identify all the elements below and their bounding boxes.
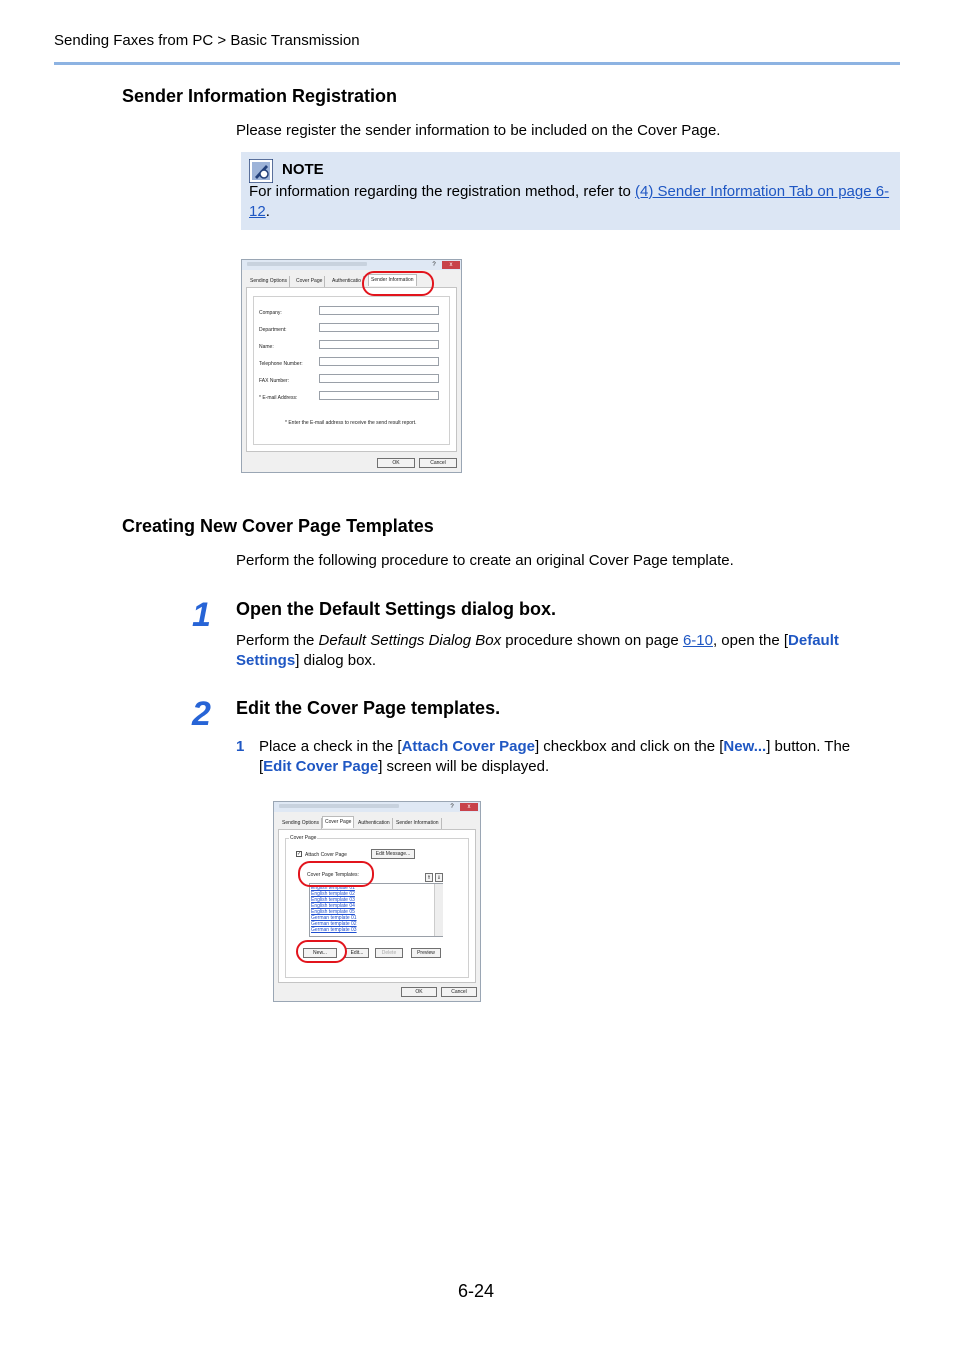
tab-authentication[interactable]: Authenticatio	[330, 276, 364, 287]
edit-button[interactable]: Edit...	[345, 948, 369, 958]
step-number-2: 2	[192, 695, 211, 733]
tab-cover-page-2[interactable]: Cover Page	[322, 816, 354, 828]
tab-cover-page[interactable]: Cover Page	[294, 276, 325, 287]
header-rule	[54, 62, 900, 65]
preview-button[interactable]: Preview	[411, 948, 441, 958]
label-department: Department:	[259, 327, 287, 333]
page-number: 6-24	[458, 1281, 495, 1301]
note-text-before: For information regarding the registration method, refer to	[249, 183, 636, 200]
step1-keyword-settings: Settings	[236, 652, 296, 669]
step1-text-italic: Default Settings Dialog Box	[318, 632, 502, 649]
name-field[interactable]	[319, 340, 439, 349]
email-field[interactable]	[319, 391, 439, 400]
note-text	[249, 182, 894, 222]
step2-text-4: [	[259, 758, 264, 775]
section-title-sender-info: Sender Information Registration	[122, 86, 398, 106]
edit-message-button[interactable]: Edit Message...	[371, 849, 415, 859]
delete-button[interactable]: Delete	[375, 948, 403, 958]
note-link-sender-info-tab[interactable]: (4) Sender Information Tab on page 6-12	[249, 183, 890, 220]
step1-text-3: procedure shown on page	[501, 632, 683, 649]
label-name: Name:	[259, 344, 274, 350]
tab-authentication-2[interactable]: Authentication	[356, 818, 393, 829]
tab-sending-options-2[interactable]: Sending Options	[280, 818, 322, 829]
breadcrumb: Sending Faxes from PC > Basic Transmission	[54, 32, 360, 49]
substep-number-1: 1	[236, 738, 245, 755]
highlight-oval-sender-tab	[362, 271, 434, 296]
step1-body	[236, 631, 896, 671]
cancel-button[interactable]: Cancel	[419, 458, 457, 468]
template-list-item[interactable]: English template 04	[311, 903, 355, 909]
label-email: * E-mail Address:	[259, 395, 298, 401]
ok-button-2[interactable]: OK	[401, 987, 437, 997]
template-list-item[interactable]: English template 05	[311, 909, 355, 915]
step1-title: Open the Default Settings dialog box.	[236, 599, 557, 619]
step1-keyword-default: Default	[788, 632, 839, 649]
group-label-cover-page: Cover Page	[290, 835, 317, 841]
step1-text-4: , open the [	[712, 632, 789, 649]
template-list-item[interactable]: English template 02	[311, 891, 355, 897]
email-footnote: * Enter the E-mail address to receive the send result report.	[285, 420, 417, 426]
step2-text-3: ] button. The	[766, 738, 851, 755]
label-telephone: Telephone Number:	[259, 361, 303, 367]
note-label: NOTE	[282, 161, 324, 178]
template-list-item[interactable]: English template 03	[311, 897, 355, 903]
step2-body	[259, 737, 899, 777]
company-field[interactable]	[319, 306, 439, 315]
attach-label: Attach Cover Page	[305, 852, 347, 858]
step2-title: Edit the Cover Page templates.	[236, 698, 501, 718]
close-button[interactable]: x	[442, 261, 460, 269]
telephone-field[interactable]	[319, 357, 439, 366]
templates-scrollbar[interactable]	[434, 884, 443, 936]
note-icon	[249, 159, 273, 183]
tab-sender-information[interactable]: Sender Information	[368, 274, 417, 286]
sender-info-panel	[246, 287, 457, 452]
help-button[interactable]: ?	[432, 262, 436, 268]
move-down-icon[interactable]: ⇓	[436, 875, 442, 881]
sender-info-intro: Please register the sender information to be included on the Cover Page.	[236, 122, 721, 139]
templates-list[interactable]	[309, 883, 443, 937]
step1-text-5: ] dialog box.	[295, 652, 377, 669]
step2-text-5: ] screen will be displayed.	[378, 758, 550, 775]
step-number-1: 1	[192, 596, 211, 634]
cover-page-dialog	[273, 801, 481, 1002]
step2-keyword-new: New...	[723, 738, 767, 755]
template-list-item[interactable]: English template 01	[311, 885, 355, 891]
sender-info-dialog	[241, 259, 462, 473]
note-text-after: .	[265, 203, 270, 220]
tab-sending-options[interactable]: Sending Options	[248, 276, 290, 287]
cover-templates-intro: Perform the following procedure to create an original Cover Page template.	[236, 552, 734, 569]
step2-text-1: Place a check in the [	[259, 738, 402, 755]
label-company: Company:	[259, 310, 282, 316]
fax-field[interactable]	[319, 374, 439, 383]
close-button-2[interactable]: x	[460, 803, 478, 811]
template-list-item[interactable]: German template 01	[311, 915, 357, 921]
step1-link-page[interactable]: 6-10	[682, 632, 713, 649]
attach-checkbox[interactable]: ✓	[297, 851, 302, 857]
templates-label: Cover Page Templates:	[307, 872, 359, 878]
new-button[interactable]: New...	[303, 948, 337, 958]
cancel-button-2[interactable]: Cancel	[441, 987, 477, 997]
step2-keyword-attach: Attach Cover Page	[401, 738, 535, 755]
section-title-cover-templates: Creating New Cover Page Templates	[122, 516, 434, 536]
highlight-oval-templates	[298, 861, 374, 887]
template-list-item[interactable]: German template 03	[311, 927, 357, 933]
highlight-oval-new	[296, 940, 347, 963]
template-list-item[interactable]: German template 02	[311, 921, 357, 927]
department-field[interactable]	[319, 323, 439, 332]
step2-keyword-edit: Edit Cover Page	[263, 758, 379, 775]
step2-text-2: ] checkbox and click on the [	[534, 738, 724, 755]
label-fax: FAX Number:	[259, 378, 290, 384]
step1-text-1: Perform the	[236, 632, 319, 649]
help-button-2[interactable]: ?	[450, 804, 454, 810]
tab-sender-information-2[interactable]: Sender Information	[394, 818, 442, 829]
ok-button[interactable]: OK	[377, 458, 415, 468]
move-up-icon[interactable]: ⇑	[426, 875, 432, 881]
